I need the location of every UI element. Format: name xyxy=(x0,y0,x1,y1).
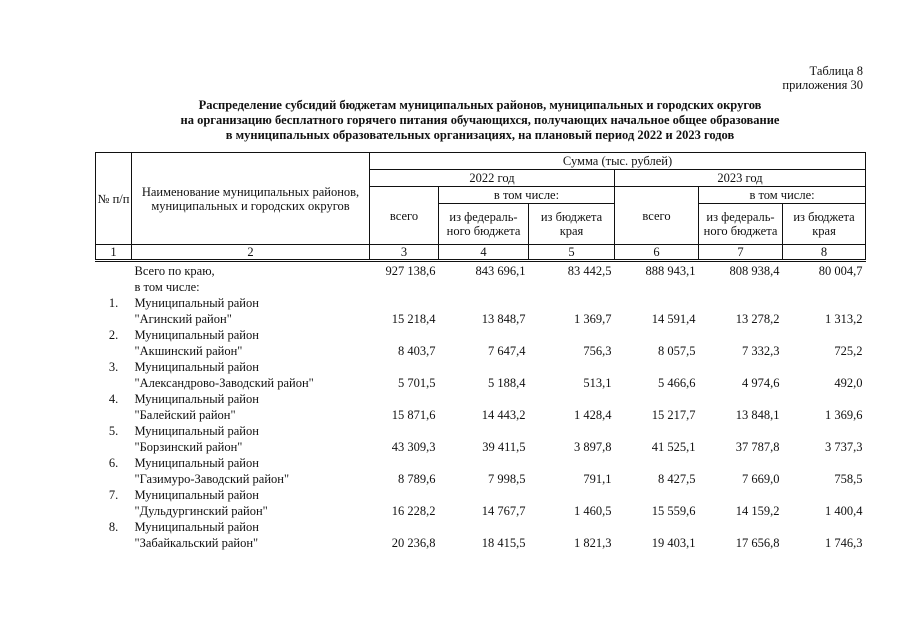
district-value: 1 428,4 xyxy=(574,408,612,422)
row-number: 4. xyxy=(108,392,119,406)
district-value: 20 236,8 xyxy=(391,536,436,550)
district-name: "Агинский район" xyxy=(134,312,232,326)
district-name: "Балейский район" xyxy=(134,408,236,422)
district-value: 13 848,1 xyxy=(735,408,780,422)
district-value: 1 400,4 xyxy=(825,504,863,518)
district-value: 19 403,1 xyxy=(651,536,696,550)
district-value: 1 369,7 xyxy=(574,312,612,326)
district-value: 15 218,4 xyxy=(391,312,436,326)
header-regional-2022: из бюджета края xyxy=(529,204,615,245)
district-row xyxy=(96,406,866,422)
district-value: 5 466,6 xyxy=(658,376,696,390)
district-value: 8 403,7 xyxy=(398,344,436,358)
row-number: 3. xyxy=(108,360,119,374)
district-value: 7 647,4 xyxy=(488,344,526,358)
column-number: 5 xyxy=(529,245,615,261)
district-row-label xyxy=(96,518,866,534)
district-value: 758,5 xyxy=(834,472,863,486)
district-row xyxy=(96,310,866,326)
grand-total-value: 843 696,1 xyxy=(475,264,526,278)
district-value: 4 974,6 xyxy=(742,376,780,390)
district-type: Муниципальный район xyxy=(134,424,259,438)
header-federal-2022: из федераль-ного бюджета xyxy=(439,204,529,245)
district-value: 1 313,2 xyxy=(825,312,863,326)
district-row xyxy=(96,438,866,454)
title-line-1: Распределение субсидий бюджетам муниципальных районов, муниципальных и городских округов xyxy=(198,98,762,112)
district-value: 16 228,2 xyxy=(391,504,436,518)
district-value: 7 998,5 xyxy=(488,472,526,486)
district-value: 513,1 xyxy=(583,376,612,390)
district-value: 492,0 xyxy=(834,376,863,390)
row-number: 8. xyxy=(108,520,119,534)
row-number: 1. xyxy=(108,296,119,310)
column-number: 2 xyxy=(132,245,370,261)
table-reference xyxy=(782,64,863,92)
table-body xyxy=(96,261,866,551)
district-value: 7 332,3 xyxy=(742,344,780,358)
district-value: 39 411,5 xyxy=(482,440,526,454)
header-including-2023: в том числе: xyxy=(699,187,866,204)
header-year-2022: 2022 год xyxy=(370,170,615,187)
table-header xyxy=(96,153,866,261)
district-row-label xyxy=(96,358,866,374)
header-total-2023: всего xyxy=(615,187,699,245)
district-type: Муниципальный район xyxy=(134,296,259,310)
including-row xyxy=(96,278,866,294)
district-row xyxy=(96,342,866,358)
district-value: 756,3 xyxy=(583,344,612,358)
district-value: 15 217,7 xyxy=(651,408,696,422)
district-row xyxy=(96,470,866,486)
title-line-3: в муниципальных образовательных организациях, на плановый период 2022 и 2023 годов xyxy=(225,128,735,142)
grand-total-label: Всего по краю, xyxy=(134,264,215,278)
district-value: 18 415,5 xyxy=(481,536,526,550)
district-value: 17 656,8 xyxy=(735,536,780,550)
header-including-2022: в том числе: xyxy=(439,187,615,204)
column-number: 8 xyxy=(783,245,866,261)
row-number: 7. xyxy=(108,488,119,502)
district-row-label xyxy=(96,326,866,342)
district-row-label xyxy=(96,294,866,310)
district-value: 8 427,5 xyxy=(658,472,696,486)
district-value: 1 460,5 xyxy=(574,504,612,518)
district-name: "Акшинский район" xyxy=(134,344,243,358)
district-value: 725,2 xyxy=(834,344,863,358)
header-regional-2023: из бюджета края xyxy=(783,204,866,245)
grand-total-value: 80 004,7 xyxy=(818,264,863,278)
district-type: Муниципальный район xyxy=(134,360,259,374)
document-title xyxy=(95,98,865,143)
district-name: "Дульдургинский район" xyxy=(134,504,268,518)
district-value: 8 789,6 xyxy=(398,472,436,486)
grand-total-value: 927 138,6 xyxy=(385,264,436,278)
column-number-row xyxy=(96,245,866,261)
district-value: 14 443,2 xyxy=(481,408,526,422)
header-federal-2023: из федераль-ного бюджета xyxy=(699,204,783,245)
district-value: 1 821,3 xyxy=(574,536,612,550)
district-value: 14 591,4 xyxy=(651,312,696,326)
district-value: 3 737,3 xyxy=(825,440,863,454)
column-number: 7 xyxy=(699,245,783,261)
column-number: 4 xyxy=(439,245,529,261)
column-number: 1 xyxy=(96,245,132,261)
column-number: 6 xyxy=(615,245,699,261)
grand-total-value: 808 938,4 xyxy=(729,264,780,278)
row-number: 6. xyxy=(108,456,119,470)
district-value: 14 767,7 xyxy=(481,504,526,518)
subsidy-table xyxy=(95,152,866,550)
district-value: 7 669,0 xyxy=(742,472,780,486)
district-name: "Забайкальский район" xyxy=(134,536,259,550)
district-value: 43 309,3 xyxy=(391,440,436,454)
district-type: Муниципальный район xyxy=(134,520,259,534)
district-type: Муниципальный район xyxy=(134,392,259,406)
header-name: Наименование муниципальных районов, муниципальных и городских округов xyxy=(132,153,370,245)
district-value: 5 701,5 xyxy=(398,376,436,390)
district-value: 13 848,7 xyxy=(481,312,526,326)
column-number: 3 xyxy=(370,245,439,261)
district-value: 8 057,5 xyxy=(658,344,696,358)
district-row xyxy=(96,502,866,518)
grand-total-value: 83 442,5 xyxy=(567,264,612,278)
district-name: "Борзинский район" xyxy=(134,440,243,454)
district-row xyxy=(96,374,866,390)
district-value: 3 897,8 xyxy=(574,440,612,454)
district-value: 15 559,6 xyxy=(651,504,696,518)
district-row-label xyxy=(96,422,866,438)
district-value: 791,1 xyxy=(583,472,612,486)
district-value: 41 525,1 xyxy=(651,440,696,454)
district-value: 13 278,2 xyxy=(735,312,780,326)
district-value: 15 871,6 xyxy=(391,408,436,422)
district-value: 5 188,4 xyxy=(488,376,526,390)
district-row-label xyxy=(96,486,866,502)
district-row-label xyxy=(96,390,866,406)
district-type: Муниципальный район xyxy=(134,488,259,502)
district-value: 37 787,8 xyxy=(735,440,780,454)
header-year-2023: 2023 год xyxy=(615,170,866,187)
district-value: 1 369,6 xyxy=(825,408,863,422)
grand-total-value: 888 943,1 xyxy=(645,264,696,278)
row-number: 5. xyxy=(108,424,119,438)
title-line-2: на организацию бесплатного горячего питания обучающихся, получающих начальное общее образование xyxy=(180,113,780,127)
district-type: Муниципальный район xyxy=(134,328,259,342)
table-number: Таблица 8 xyxy=(809,64,863,78)
header-number: № п/п xyxy=(96,153,132,245)
district-name: "Александрово-Заводский район" xyxy=(134,376,314,390)
district-name: "Газимуро-Заводский район" xyxy=(134,472,290,486)
district-value: 14 159,2 xyxy=(735,504,780,518)
grand-total-row xyxy=(96,261,866,279)
district-row xyxy=(96,534,866,550)
header-sum: Сумма (тыс. рублей) xyxy=(370,153,866,170)
appendix-number: приложения 30 xyxy=(782,78,863,92)
header-total-2022: всего xyxy=(370,187,439,245)
district-value: 1 746,3 xyxy=(825,536,863,550)
district-type: Муниципальный район xyxy=(134,456,259,470)
row-number: 2. xyxy=(108,328,119,342)
including-label: в том числе: xyxy=(134,280,200,294)
district-row-label xyxy=(96,454,866,470)
